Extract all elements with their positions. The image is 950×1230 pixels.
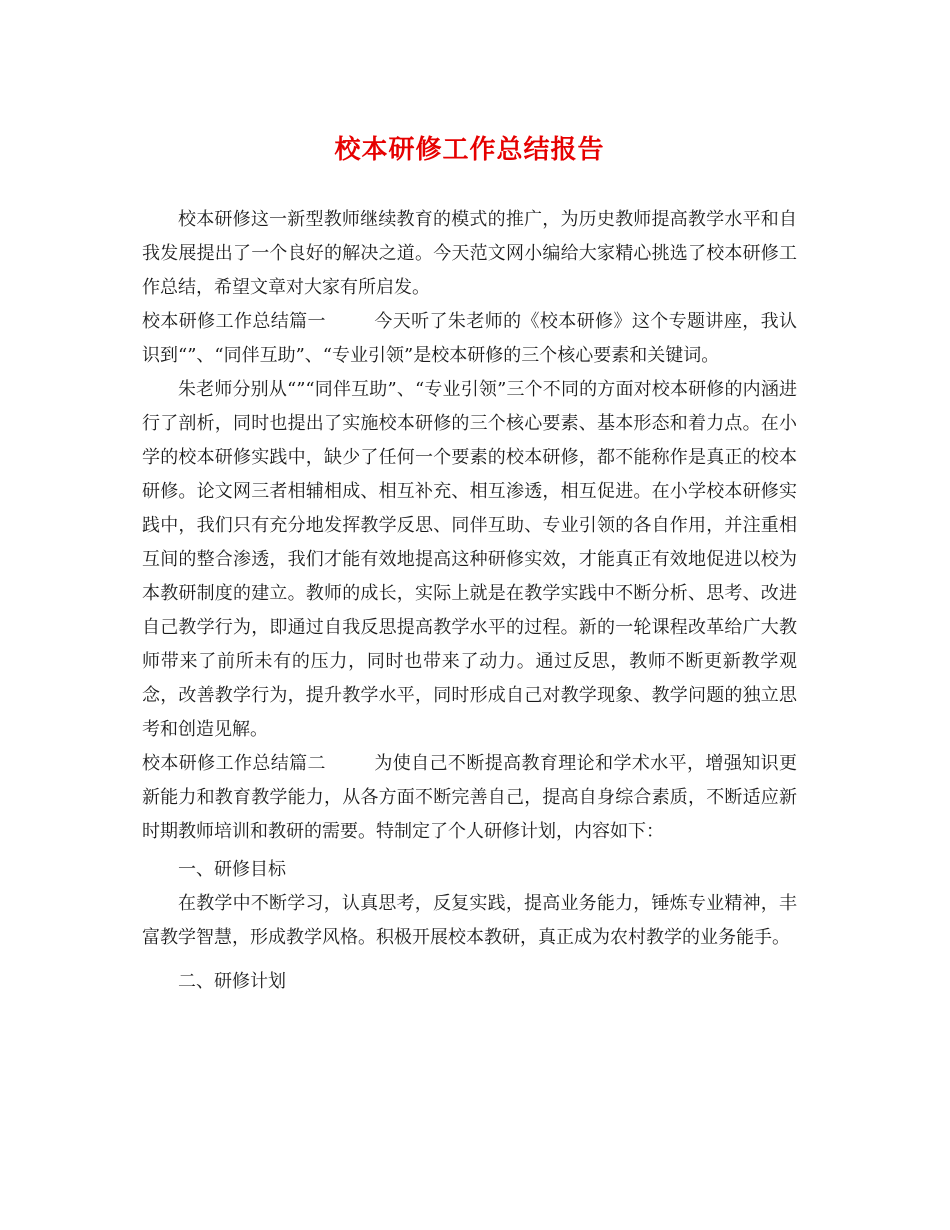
goal-body-paragraph: 在教学中不断学习，认真思考，反复实践，提高业务能力，锤炼专业精神，丰富教学智慧，形成教学风格。积极开展校本教研，真正成为农村教学的业务能手。 xyxy=(142,893,797,948)
part1-heading: 校本研修工作总结篇一 xyxy=(142,311,326,332)
part1-paragraph xyxy=(142,305,797,373)
intro-paragraph: 校本研修这一新型教师继续教育的模式的推广，为历史教师提高教学水平和自我发展提出了一个良好的解决之道。今天范文网小编给大家精心挑选了校本研修工作总结，希望文章对大家有所启发。 xyxy=(142,209,797,298)
part1-body-paragraph: 朱老师分别从“”“同伴互助”、“专业引领”三个不同的方面对校本研修的内涵进行了剖析，同时也提出了实施校本研修的三个核心要素、基本形态和着力点。在小学的校本研修实践中，缺少了任何一个要素的校本研修，都不能称作是真正的校本研修。论文网三者相辅相成、相互补充、相互渗透，相互促进。在小学校本研修实践中，我们只有充分地发挥教学反思、同伴互助、专业引领的各自作用，并注重相互间的整合渗透，我们才能有效地提高这种研修实效，才能真正有效地促进以校为本教研制度的建立。教师的成长，实际上就是在教学实践中不断分析、思考、改进自己教学行为，即通过自我反思提高教学水平的过程。新的一轮课程改革给广大教师带来了前所未有的压力，同时也带来了动力。通过反思，教师不断更新教学观念，改善教学行为，提升教学水平，同时形成自己对教学现象、教学问题的独立思考和创造见解。 xyxy=(142,379,797,740)
part2-lead: 为使自己不断提高教育理论和学术水平，增强知识更新能力和教育教学能力，从各方面不断完善自己，提高自身综合素质，不断适应新时期教师培训和教研的需要。特制定了个人研修计划，内容如下： xyxy=(142,753,798,842)
part2-paragraph xyxy=(142,747,797,849)
part1-lead: 今天听了朱老师的《校本研修》这个专题讲座，我认识到“”、“同伴互助”、“专业引领”是校本研修的三个核心要素和关键词。 xyxy=(142,311,798,366)
part2-heading: 校本研修工作总结篇二 xyxy=(142,753,326,774)
goal-heading: 一、研修目标 xyxy=(178,859,286,880)
document-title: 校本研修工作总结报告 xyxy=(334,135,605,165)
document-body xyxy=(142,203,797,999)
document-page xyxy=(142,125,797,999)
plan-heading: 二、研修计划 xyxy=(178,971,286,992)
